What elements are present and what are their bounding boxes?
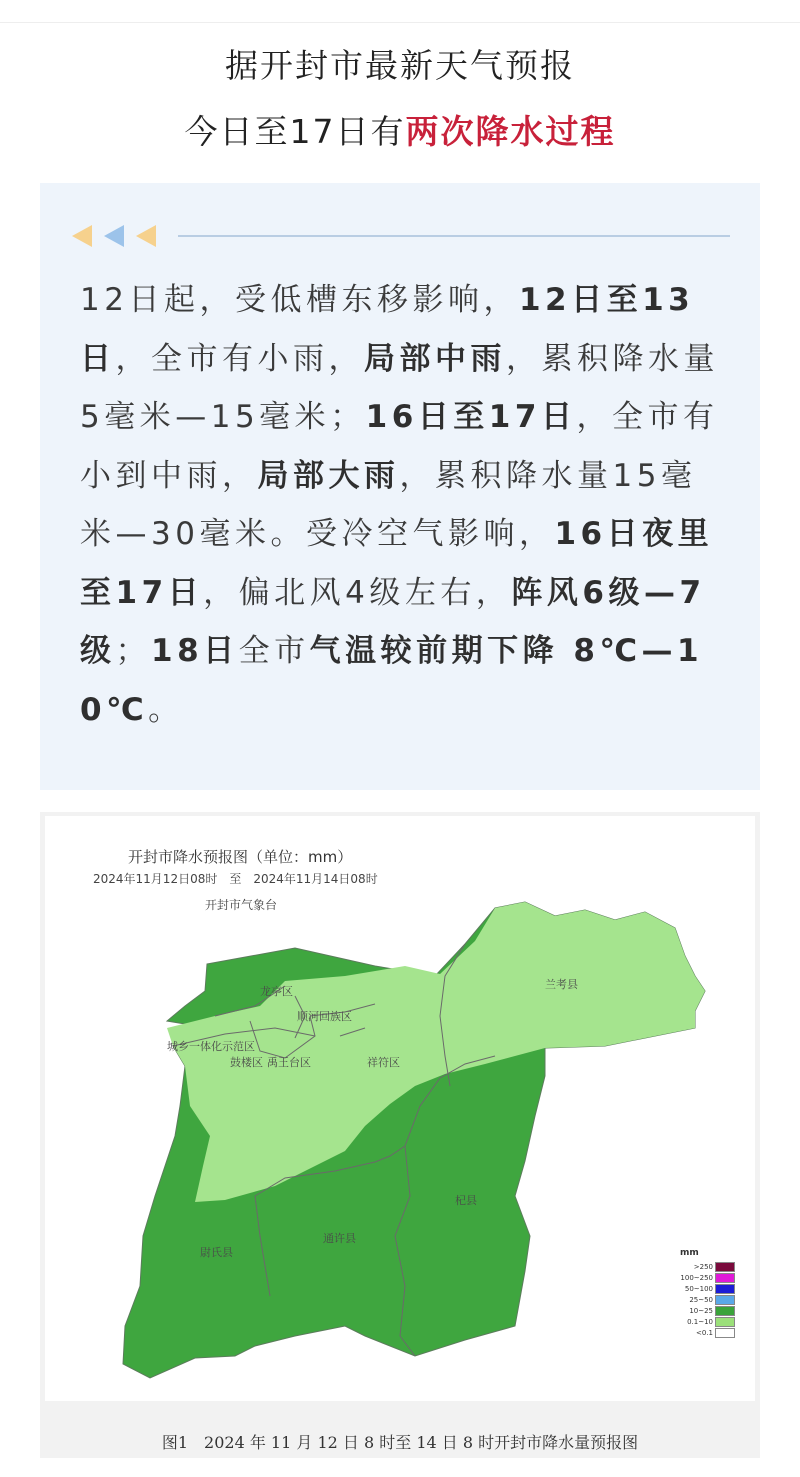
paragraph-text: ；: [115, 633, 151, 669]
headline: 据开封市最新天气预报: [225, 46, 575, 85]
subheadline-highlight: 两次降水过程: [405, 112, 616, 151]
paragraph-emphasis: 局部大雨: [257, 457, 400, 494]
paragraph-emphasis: 局部中雨: [364, 340, 506, 377]
legend-swatch: [715, 1284, 735, 1294]
paragraph-emphasis: 16日夜里至17日: [80, 516, 714, 611]
precipitation-map: [45, 816, 755, 1401]
paragraph-text: 。: [148, 691, 184, 728]
paragraph-emphasis: 气温较前期下降 8℃—10℃: [80, 633, 704, 728]
legend-swatch: [715, 1262, 735, 1272]
paragraph-text: ，全市有小雨，: [115, 340, 364, 377]
legend-label: >250: [693, 1263, 713, 1271]
legend-row: [675, 1317, 735, 1327]
legend-swatch: [715, 1306, 735, 1316]
legend-swatch: [715, 1328, 735, 1338]
legend-row: [675, 1295, 735, 1305]
legend-row: [675, 1328, 735, 1338]
region-label-qixian: 杞县: [455, 1194, 477, 1207]
region-label-lankao: 兰考县: [545, 978, 578, 991]
figure-caption: 图1 2024 年 11 月 12 日 8 时至 14 日 8 时开封市降水量预报图: [161, 1433, 639, 1452]
region-label-weishi: 尉氏县: [200, 1246, 233, 1259]
paragraph-text: ，全市有小到中雨，: [80, 399, 719, 494]
legend-swatch: [715, 1317, 735, 1327]
legend-label: 25~50: [689, 1296, 713, 1304]
region-label-yuwangtai: 禹王台区: [267, 1056, 311, 1069]
top-divider: [0, 22, 800, 23]
legend-unit: mm: [680, 1248, 699, 1258]
forecast-card: [40, 183, 760, 790]
region-label-longting: 龙亭区: [260, 985, 293, 998]
region-label-xiangfu: 祥符区: [367, 1056, 400, 1069]
region-label-shunhe: 顺河回族区: [297, 1010, 352, 1023]
paragraph-emphasis: 阵风6级—7级: [80, 574, 706, 669]
precipitation-figure: [40, 812, 760, 1458]
paragraph-text: 12日起，受低槽东移影响，: [80, 282, 519, 318]
map-title: 开封市降水预报图（单位：mm）: [128, 848, 353, 866]
forecast-paragraph: [80, 271, 720, 739]
legend-swatch: [715, 1273, 735, 1283]
legend-label: 10~25: [689, 1307, 713, 1315]
region-label-tongxu: 通许县: [323, 1232, 356, 1245]
paragraph-text: ，累积降水量15毫米—30毫米。受冷空气影响，: [80, 457, 697, 552]
legend-row: [675, 1273, 735, 1283]
decorative-arrows-icon: [70, 223, 160, 249]
paragraph-text: 全市: [238, 633, 310, 669]
card-divider: [178, 235, 730, 237]
legend-label: 50~100: [684, 1285, 713, 1293]
map-source: 开封市气象台: [205, 898, 278, 912]
map-subtitle: 2024年11月12日08时 至 2024年11月14日08时: [93, 872, 378, 886]
subheadline: [0, 106, 800, 153]
paragraph-emphasis: 12日至13日: [80, 282, 695, 377]
paragraph-text: ，偏北风4级左右，: [203, 574, 512, 611]
paragraph-emphasis: 16日至17日: [365, 399, 577, 435]
legend-label: 0.1~10: [687, 1318, 713, 1326]
legend-swatch: [715, 1295, 735, 1305]
legend-row: [675, 1284, 735, 1294]
region-label-gulou: 鼓楼区: [230, 1056, 263, 1069]
legend-label: 100~250: [680, 1274, 713, 1282]
legend-row: [675, 1306, 735, 1316]
subheadline-prefix: 今日至17日有: [184, 112, 406, 151]
paragraph-emphasis: 18日: [151, 633, 239, 669]
legend-label: <0.1: [696, 1329, 713, 1337]
legend-row: [675, 1262, 735, 1272]
map-panel: [45, 816, 755, 1401]
paragraph-text: ，累积降水量5毫米—15毫米；: [80, 340, 719, 435]
region-label-chengxiang: 城乡一体化示范区: [167, 1040, 255, 1053]
